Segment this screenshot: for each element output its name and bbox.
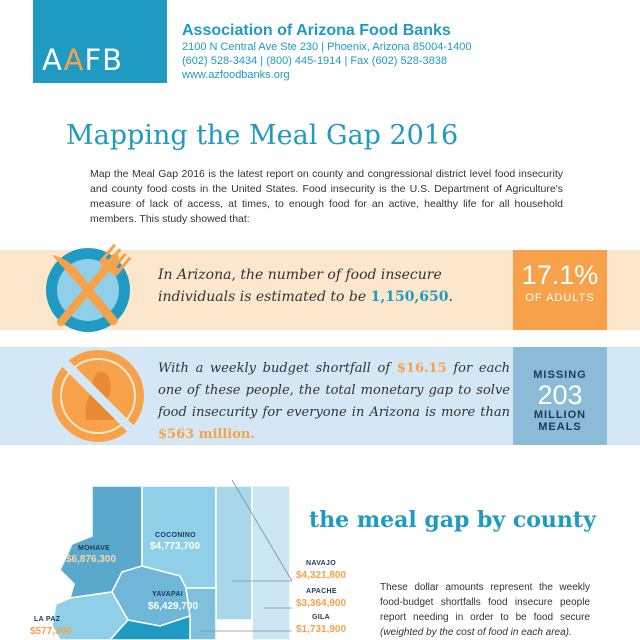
plate-utensils-icon	[36, 236, 148, 336]
county-value-coconino: $4,773,700	[150, 541, 201, 552]
map-description: These dollar amounts represent the weekly food-budget shortfalls food insecure people report needing in order to be food secure (weighted by the cost of food in each area).	[380, 582, 590, 638]
county-label-navajo: NAVAJO	[306, 560, 336, 567]
stat2-label-mid: MILLION	[533, 409, 587, 421]
county-value-yavapai: $6,429,700	[148, 601, 199, 612]
org-address: 2100 N Central Ave Ste 230 | Phoenix, Arizona 85004-1400	[182, 41, 472, 53]
logo-text: AAFB	[42, 43, 124, 77]
county-value-apache: $3,364,900	[296, 598, 347, 609]
county-value-gila: $1,731,900	[296, 624, 347, 635]
county-apache[interactable]	[252, 486, 290, 640]
org-website[interactable]: www.azfoodbanks.org	[182, 69, 290, 81]
county-value-navajo: $4,321,800	[296, 570, 347, 581]
county-navajo[interactable]	[216, 486, 252, 620]
org-phones: (602) 528-3434 | (800) 445-1914 | Fax (602) 528-3838	[182, 55, 447, 67]
county-label-gila: GILA	[312, 614, 330, 621]
stat2-text: With a weekly budget shortfall of $16.15 for each one of these people, the total monetary gap to solve food insecurity for everyone in Arizona is more than $563 million.	[158, 361, 511, 442]
county-value-la-paz: $577,300	[30, 626, 72, 637]
aafb-logo	[33, 0, 167, 83]
stat2-badge	[513, 347, 607, 445]
meal-gap-title: the meal gap by county	[309, 507, 596, 533]
county-label-la-paz: LA PAZ	[34, 616, 61, 623]
county-label-coconino: COCONINO	[155, 532, 196, 539]
county-label-apache: APACHE	[306, 588, 337, 595]
org-name: Association of Arizona Food Banks	[182, 22, 451, 39]
stat2-label-bottom: MEALS	[538, 421, 582, 433]
county-value-mohave: $6,876,300	[66, 554, 117, 565]
county-label-mohave: MOHAVE	[78, 545, 111, 552]
stat1-badge	[513, 250, 607, 330]
page-title: Mapping the Meal Gap 2016	[66, 120, 459, 151]
stat2-label-top: MISSING	[533, 369, 587, 381]
org-info	[182, 22, 471, 82]
no-coin-icon	[44, 342, 152, 450]
stat2-big: 203	[537, 380, 583, 410]
stat1-text: In Arizona, the number of food insecure individuals is estimated to be 1,150,650.	[158, 267, 453, 305]
county-label-yavapai: YAVAPAI	[152, 591, 184, 598]
stat1-big: 17.1%	[521, 260, 599, 290]
stat1-small: OF ADULTS	[525, 292, 595, 304]
intro-paragraph: Map the Meal Gap 2016 is the latest report on county and congressional district level food insecurity and county food costs in the United States. Food insecurity is the U.S. Department of Agriculture's measure of lack of access, at times, to enough food for an active, healthy life for all household members. This study showed that:	[90, 168, 563, 225]
